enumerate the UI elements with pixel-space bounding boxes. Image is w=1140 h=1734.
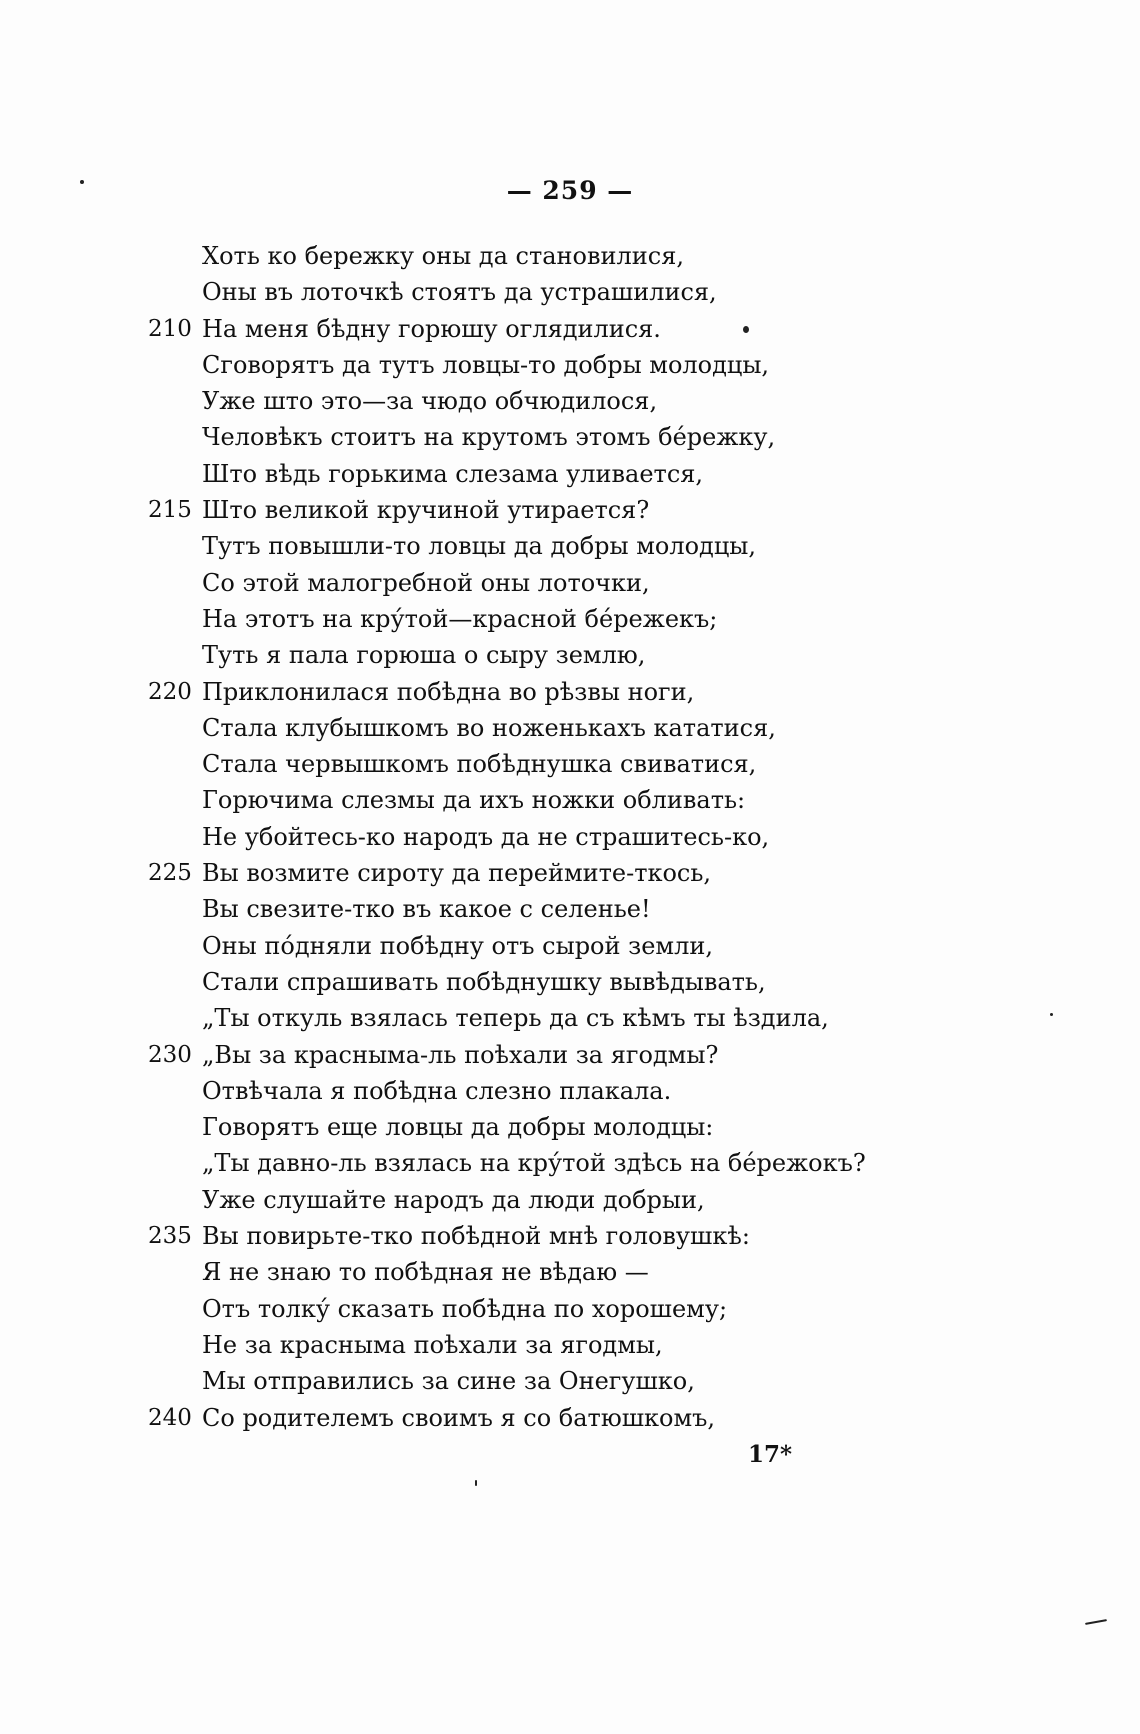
poem-line	[148, 311, 868, 347]
poem-line	[148, 1400, 868, 1436]
poem-line	[148, 1000, 868, 1036]
line-text: Со родителемъ своимъ я со батюшкомъ,	[202, 1403, 716, 1432]
line-text: Оны по́дняли побѣдну отъ сырой земли,	[202, 931, 713, 960]
poem-line	[148, 347, 868, 383]
line-number: 240	[148, 1404, 192, 1431]
line-text: Вы повирьте-тко побѣдной мнѣ головушкѣ:	[202, 1222, 750, 1251]
poem-line	[148, 928, 868, 964]
line-text: Отвѣчала я побѣдна слезно плакала.	[202, 1076, 672, 1105]
poem-line	[148, 565, 868, 601]
signature-mark: 17*	[748, 1441, 793, 1468]
line-text: Туть я пала горюша о сыру землю,	[202, 641, 646, 670]
line-text: Хоть ко бережку оны да становилися,	[202, 242, 684, 270]
poem-line	[148, 383, 868, 419]
poem-line	[148, 1291, 868, 1327]
line-text: Говорятъ еще ловцы да добры молодцы:	[202, 1113, 714, 1142]
scan-speck	[743, 326, 749, 333]
poem-line	[148, 746, 868, 782]
line-text: Оны въ лоточкѣ стоятъ да устрашилися,	[202, 278, 717, 307]
scan-speck	[475, 1480, 477, 1486]
poem-line	[148, 1363, 868, 1399]
line-number: 225	[148, 860, 192, 887]
line-text: Человѣкъ стоитъ на крутомъ этомъ бе́режку,	[202, 423, 776, 452]
poem-line	[148, 456, 868, 492]
poem-line	[148, 637, 868, 673]
poem-line	[148, 1182, 868, 1218]
poem-line	[148, 964, 868, 1000]
scan-speck	[80, 180, 84, 184]
poem-line	[148, 855, 868, 891]
line-text: Тутъ повышли-то ловцы да добры молодцы,	[202, 532, 756, 561]
scan-speck	[1050, 1013, 1053, 1016]
line-text: Мы отправились за сине за Онегушко,	[202, 1367, 695, 1396]
line-text: Отъ толку́ сказать побѣдна по хорошему;	[202, 1294, 728, 1323]
poem-line	[148, 1327, 868, 1363]
line-text: На меня бѣдну горюшу оглядилися.	[202, 314, 661, 343]
line-text: Вы возмите сироту да переймите-ткось,	[202, 859, 712, 888]
line-text: Уже слушайте народъ да люди добрыи,	[202, 1185, 705, 1214]
poem-line	[148, 492, 868, 528]
poem-line	[148, 674, 868, 710]
line-text: Со этой малогребной оны лоточки,	[202, 568, 650, 597]
line-text: „Ты давно-ль взялась на кру́той здѣсь на бе́режокъ?	[202, 1149, 866, 1178]
line-text: Вы свезите-тко въ какое с селенье!	[202, 895, 651, 924]
poem-line	[148, 1109, 868, 1145]
line-text: На этотъ на кру́той—красной бе́режекъ;	[202, 604, 718, 633]
line-text: Што великой кручиной утирается?	[202, 496, 650, 525]
line-text: Стали спрашивать побѣднушку вывѣдывать,	[202, 967, 766, 996]
poem-line	[148, 819, 868, 855]
line-number: 210	[148, 315, 192, 342]
poem-line	[148, 782, 868, 818]
line-text: „Вы за красныма-ль поѣхали за ягодмы?	[202, 1040, 719, 1069]
line-text: Сговорятъ да тутъ ловцы-то добры молодцы,	[202, 350, 770, 379]
poem-line	[148, 1145, 868, 1181]
poem-line	[148, 1037, 868, 1073]
line-text: Не убойтесь-ко народъ да не страшитесь-ко,	[202, 822, 770, 851]
line-text: Стала червышкомъ побѣднушка свиватися,	[202, 750, 757, 779]
poem-line	[148, 710, 868, 746]
line-text: Уже што это—за чюдо обчюдилося,	[202, 387, 658, 416]
line-number: 220	[148, 678, 192, 705]
poem-text	[148, 238, 868, 1436]
poem-line	[148, 1073, 868, 1109]
line-text: Приклонилася побѣдна во рѣзвы ноги,	[202, 677, 695, 706]
line-text: Стала клубышкомъ во ноженькахъ кататися,	[202, 713, 776, 742]
scan-speck	[1085, 1619, 1107, 1625]
poem-line	[148, 1218, 868, 1254]
line-number: 235	[148, 1223, 192, 1250]
poem-line	[148, 891, 868, 927]
line-number: 215	[148, 497, 192, 524]
line-text: „Ты откуль взялась теперь да съ кѣмъ ты ѣздила,	[202, 1004, 829, 1033]
line-text: Не за красныма поѣхали за ягодмы,	[202, 1330, 663, 1359]
poem-line	[148, 274, 868, 310]
poem-line	[148, 238, 868, 274]
poem-line	[148, 1254, 868, 1290]
poem-line	[148, 528, 868, 564]
poem-line	[148, 601, 868, 637]
line-number: 230	[148, 1041, 192, 1068]
line-text: Я не знаю то побѣдная не вѣдаю —	[202, 1258, 649, 1287]
poem-line	[148, 419, 868, 455]
line-text: Горючима слезмы да ихъ ножки обливать:	[202, 786, 746, 815]
line-text: Што вѣдь горькима слезама уливается,	[202, 459, 704, 488]
page-number: — 259 —	[506, 176, 634, 205]
